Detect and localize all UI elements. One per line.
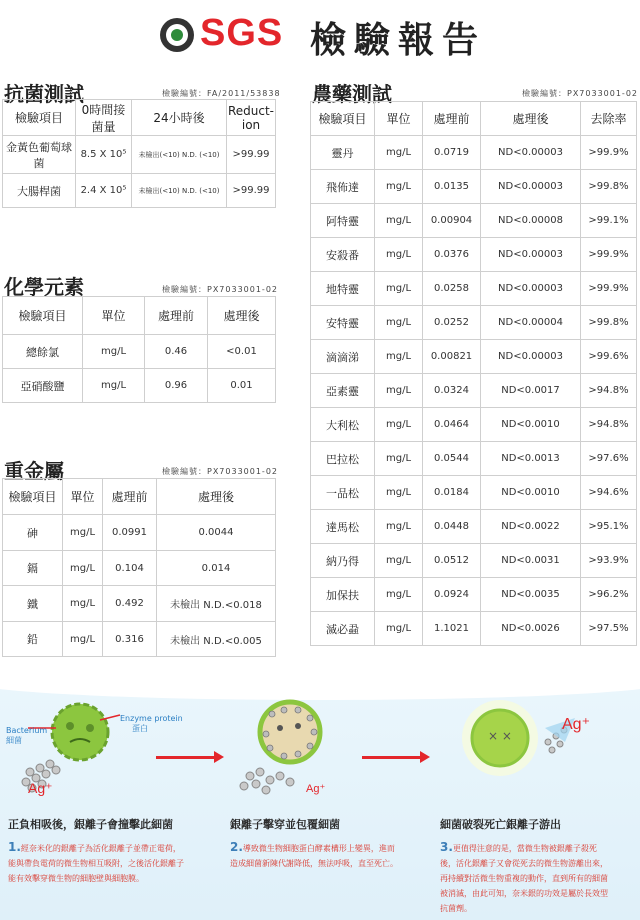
cell-after: ND<0.00003 — [481, 238, 581, 272]
cell-before: 0.0376 — [423, 238, 481, 272]
heavy-metal-code: 檢驗編號：PX7033001-02 — [162, 467, 278, 476]
table-row: 砷 mg/L 0.0991 0.0044 — [3, 515, 276, 551]
col-header: 單位 — [375, 102, 423, 136]
cell-before: 0.0448 — [423, 510, 481, 544]
cell-unit: mg/L — [375, 476, 423, 510]
antibacterial-title: 抗菌測試 — [4, 82, 84, 106]
cell-rate: >99.8% — [581, 170, 637, 204]
cell-unit: mg/L — [375, 238, 423, 272]
table-row — [311, 272, 637, 306]
col-header: 處理前 — [423, 102, 481, 136]
step-1-text: 1.經奈米化的銀離子為活化銀離子並帶正電荷，能與帶負電荷的微生物相互吸附，之後活化銀離子能有效擊穿微生物的細胞壁與細胞膜。 — [8, 840, 184, 883]
report-header — [0, 0, 640, 70]
table-row — [311, 612, 637, 646]
cell-before: 0.00904 — [423, 204, 481, 238]
cell-unit: mg/L — [375, 510, 423, 544]
col-header: 處理後 — [481, 102, 581, 136]
cell-rate: >99.8% — [581, 306, 637, 340]
cell-name: 亞素靈 — [311, 374, 375, 408]
cell-before: 0.0924 — [423, 578, 481, 612]
col-header: 去除率 — [581, 102, 637, 136]
bacterium-engulfed-icon — [260, 702, 320, 762]
col-header: 0時間接菌量 — [76, 100, 132, 136]
col-header: 處理後 — [208, 297, 276, 335]
bacterium-label: Bacterium 細菌 — [6, 726, 48, 745]
cell-name: 地特靈 — [311, 272, 375, 306]
table-row: 總餘氯 mg/L 0.46 <0.01 — [3, 335, 276, 369]
cell-after: ND<0.0031 — [481, 544, 581, 578]
cell-unit: mg/L — [375, 306, 423, 340]
arrow-right-icon — [362, 756, 422, 759]
cell-unit: mg/L — [375, 170, 423, 204]
enzyme-label: Enzyme protein 蛋白 — [120, 714, 183, 733]
cell-name: 達馬松 — [311, 510, 375, 544]
cell-name: 一品松 — [311, 476, 375, 510]
col-header: Reduct-ion — [227, 100, 276, 136]
cell-before: 1.1021 — [423, 612, 481, 646]
cell-rate: >96.2% — [581, 578, 637, 612]
cell-unit: mg/L — [375, 136, 423, 170]
col-header: 處理前 — [145, 297, 208, 335]
step-2-title: 銀離子擊穿並包覆細菌 — [230, 818, 340, 831]
cell-before: 0.0544 — [423, 442, 481, 476]
cell-name: 巴拉松 — [311, 442, 375, 476]
cell-before: 0.0512 — [423, 544, 481, 578]
col-header: 檢驗項目 — [311, 102, 375, 136]
cell-name: 滴滴涕 — [311, 340, 375, 374]
cell-unit: mg/L — [375, 340, 423, 374]
cell-unit: mg/L — [375, 612, 423, 646]
table-row — [311, 204, 637, 238]
col-header: 單位 — [63, 479, 103, 515]
cell-after: ND<0.0035 — [481, 578, 581, 612]
step-2-text: 2.導致微生物細胞蛋白酵素構形上變異，進而造成細菌新陳代謝降低，無法呼吸，直至死亡。 — [230, 840, 398, 868]
dead-bacterium-icon — [462, 700, 538, 776]
step-1-title: 正負相吸後，銀離子會撞擊此細菌 — [8, 818, 173, 831]
cell-after: ND<0.0013 — [481, 442, 581, 476]
col-header: 檢驗項目 — [3, 479, 63, 515]
cell-after: ND<0.00003 — [481, 272, 581, 306]
cell-rate: >97.6% — [581, 442, 637, 476]
heavy-metal-title: 重金屬 — [4, 459, 64, 483]
pesticide-title: 農藥測試 — [312, 82, 392, 106]
cell-rate: >99.6% — [581, 340, 637, 374]
cell-after: ND<0.0010 — [481, 408, 581, 442]
cell-unit: mg/L — [375, 578, 423, 612]
step-3-text: 3.更值得注意的是，當微生物被銀離子殺死後，活化銀離子又會從死去的微生物游離出來，再持續對活微生物重複的動作，直到所有的細菌被消滅，由此可知，奈米銀的功效是屬於長效型抗菌劑。 — [440, 840, 608, 913]
col-header: 處理後 — [157, 479, 276, 515]
arrow-right-icon — [156, 756, 216, 759]
cell-name: 靈丹 — [311, 136, 375, 170]
cell-before: 0.0252 — [423, 306, 481, 340]
cell-name: 阿特靈 — [311, 204, 375, 238]
cell-after: ND<0.00008 — [481, 204, 581, 238]
cell-name: 加保扶 — [311, 578, 375, 612]
chemical-title: 化學元素 — [4, 275, 84, 299]
antibacterial-code: 檢驗編號：FA/2011/53838 — [162, 89, 281, 98]
cell-rate: >94.8% — [581, 374, 637, 408]
cell-after: ND<0.0022 — [481, 510, 581, 544]
cell-before: 0.0258 — [423, 272, 481, 306]
cell-before: 0.0184 — [423, 476, 481, 510]
cell-rate: >97.5% — [581, 612, 637, 646]
table-row: 大腸桿菌 2.4 X 10⁵ 未檢出(<10) N.D. (<10) >99.99 — [3, 174, 276, 208]
cell-rate: >93.9% — [581, 544, 637, 578]
cell-name: 安殺番 — [311, 238, 375, 272]
pesticide-rows — [311, 136, 637, 646]
cell-unit: mg/L — [375, 204, 423, 238]
mechanism-illustration — [0, 680, 640, 920]
cell-rate: >99.9% — [581, 238, 637, 272]
page-title: 檢驗報告 — [310, 20, 487, 61]
col-header: 處理前 — [103, 479, 157, 515]
cell-unit: mg/L — [375, 374, 423, 408]
table-row — [311, 170, 637, 204]
chemical-table — [2, 296, 276, 403]
table-row: 鐵 mg/L 0.492 未檢出 N.D.<0.018 — [3, 586, 276, 622]
antibacterial-table — [2, 99, 276, 208]
table-row — [311, 442, 637, 476]
step-3-title: 細菌破裂死亡銀離子游出 — [440, 818, 561, 831]
cell-name: 飛佈達 — [311, 170, 375, 204]
cell-name: 納乃得 — [311, 544, 375, 578]
table-row — [311, 408, 637, 442]
cell-rate: >99.9% — [581, 136, 637, 170]
table-row: 亞硝酸鹽 mg/L 0.96 0.01 — [3, 369, 276, 403]
cell-after: ND<0.0010 — [481, 476, 581, 510]
cell-rate: >94.8% — [581, 408, 637, 442]
ag-label: Ag⁺ — [306, 783, 326, 795]
cell-rate: >99.9% — [581, 272, 637, 306]
cell-before: 0.0464 — [423, 408, 481, 442]
table-row — [311, 238, 637, 272]
table-row — [311, 578, 637, 612]
cell-name: 安特靈 — [311, 306, 375, 340]
cell-name: 大利松 — [311, 408, 375, 442]
cell-before: 0.00821 — [423, 340, 481, 374]
pesticide-table — [310, 101, 637, 646]
table-row — [311, 544, 637, 578]
chemical-code: 檢驗編號：PX7033001-02 — [162, 285, 278, 294]
illustration-graphics — [0, 680, 640, 820]
table-row — [311, 340, 637, 374]
ag-label: Ag⁺ — [562, 716, 591, 733]
ag-label: Ag⁺ — [28, 780, 53, 796]
col-header: 24小時後 — [132, 100, 227, 136]
cell-rate: >99.1% — [581, 204, 637, 238]
cell-rate: >94.6% — [581, 476, 637, 510]
cell-before: 0.0135 — [423, 170, 481, 204]
cell-after: ND<0.00003 — [481, 136, 581, 170]
cell-after: ND<0.0026 — [481, 612, 581, 646]
bacterium-icon — [52, 704, 108, 760]
cell-unit: mg/L — [375, 272, 423, 306]
cell-after: ND<0.00003 — [481, 340, 581, 374]
table-row — [311, 306, 637, 340]
svg-text:× ×: × × — [488, 729, 512, 743]
cell-name: 滅必蝨 — [311, 612, 375, 646]
cell-after: ND<0.00004 — [481, 306, 581, 340]
cell-rate: >95.1% — [581, 510, 637, 544]
pesticide-code: 檢驗編號：PX7033001-02 — [522, 89, 638, 98]
sgs-logo-icon — [160, 18, 194, 52]
table-row — [311, 374, 637, 408]
cell-before: 0.0719 — [423, 136, 481, 170]
col-header: 檢驗項目 — [3, 100, 76, 136]
silver-particles-icon — [240, 768, 294, 794]
col-header: 檢驗項目 — [3, 297, 83, 335]
cell-unit: mg/L — [375, 544, 423, 578]
col-header: 單位 — [83, 297, 145, 335]
cell-unit: mg/L — [375, 408, 423, 442]
table-row: 金黃色葡萄球菌 8.5 X 10⁵ 未檢出(<10) N.D. (<10) >99.99 — [3, 136, 276, 174]
table-row: 鎘 mg/L 0.104 0.014 — [3, 551, 276, 586]
table-row — [311, 476, 637, 510]
table-row: 鉛 mg/L 0.316 未檢出 N.D.<0.005 — [3, 622, 276, 657]
cell-after: ND<0.0017 — [481, 374, 581, 408]
heavy-metal-table — [2, 478, 276, 657]
cell-after: ND<0.00003 — [481, 170, 581, 204]
cell-before: 0.0324 — [423, 374, 481, 408]
table-row — [311, 136, 637, 170]
table-row — [311, 510, 637, 544]
brand-name: SGS — [200, 12, 284, 54]
cell-unit: mg/L — [375, 442, 423, 476]
